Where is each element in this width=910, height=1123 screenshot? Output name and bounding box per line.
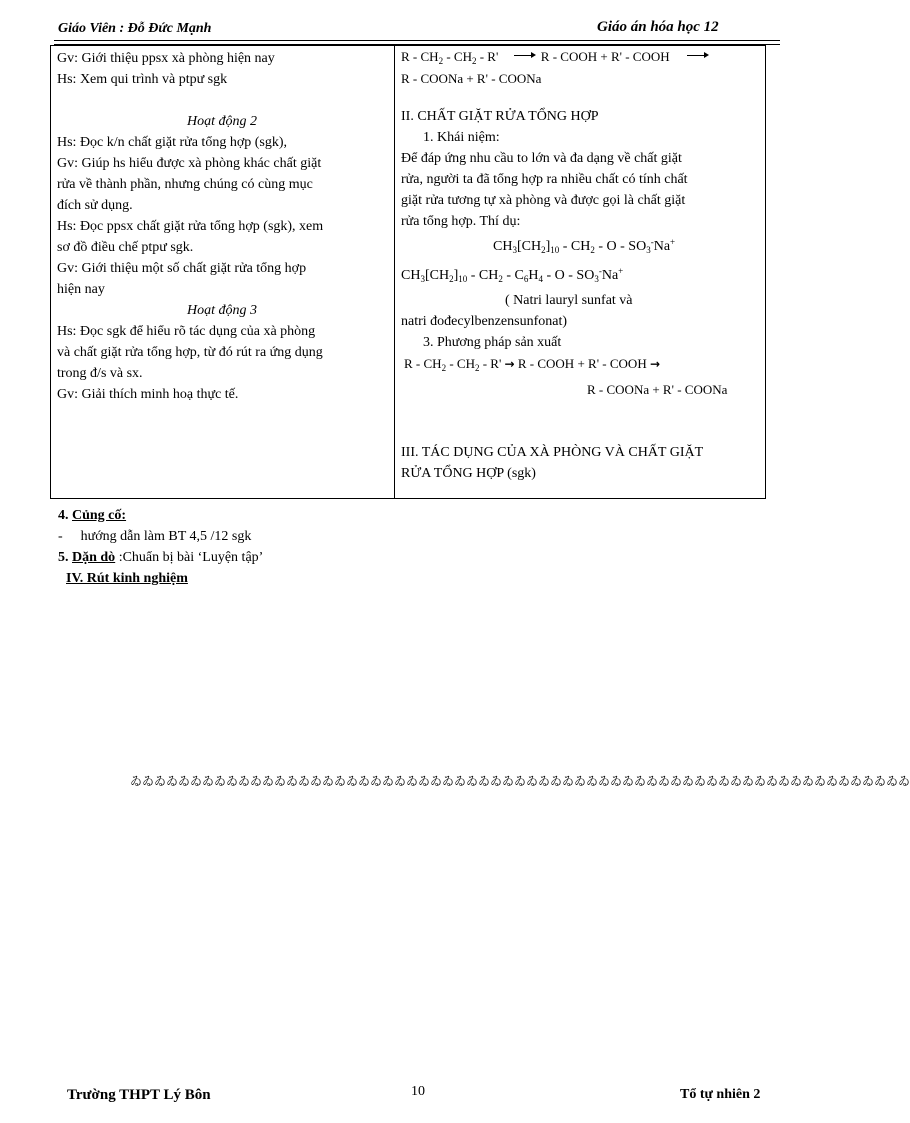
arrow-icon — [687, 55, 707, 56]
paragraph-line: rửa tổng hợp. Thí dụ: — [401, 214, 521, 229]
footer-school: Trường THPT Lý Bôn — [67, 1087, 211, 1103]
consolidation-item: - hướng dẫn làm BT 4,5 /12 sgk — [58, 529, 252, 544]
blank-line — [401, 400, 761, 442]
homework-line: 5. Dặn dò :Chuẩn bị bài ‘Luyện tập’ — [58, 550, 264, 565]
arrow-icon: → — [504, 357, 515, 371]
header-rule-top — [54, 40, 780, 41]
left-line: rửa về thành phần, nhưng chúng có cùng mục — [57, 177, 313, 192]
left-line: Hs: Đọc ppsx chất giặt rửa tổng hợp (sgk), xem — [57, 219, 324, 234]
left-line: sơ đồ điều chế ptpư sgk. — [57, 240, 194, 255]
equation-detergent-2: R - COONa + R' - COONa — [587, 382, 728, 397]
section-2-heading: II. CHẤT GIẶT RỬA TỔNG HỢP — [401, 109, 599, 124]
arrow-icon — [514, 55, 534, 56]
paragraph-line: rửa, người ta đã tổng hợp ra nhiều chất có tính chất — [401, 172, 688, 187]
section-3-heading-line: III. TÁC DỤNG CỦA XÀ PHÒNG VÀ CHẤT GIẶT — [401, 445, 704, 460]
footer-page-number: 10 — [411, 1084, 425, 1099]
formula-sodium-lauryl-sulfate: $CH_3[CH_2]_{10} - CH_2$ - O - $SO_3^-Na^+$ — [493, 237, 676, 255]
blank-line — [57, 90, 387, 111]
left-line: Gv: Giới thiệu một số chất giặt rửa tổng hợp — [57, 261, 307, 276]
formula-sodium-dodecylbenzenesulfonate: $CH_3[CH_2]_{10} - CH_2 - C_6H_4$ - O - $SO_3^-Na^+$ — [401, 266, 624, 284]
blank-line — [401, 88, 761, 106]
subsection-concept: 1. Khái niệm: — [423, 130, 500, 145]
left-line: trong đ/s và sx. — [57, 366, 143, 381]
left-line: Gv: Giúp hs hiểu được xà phòng khác chất giặt — [57, 156, 322, 171]
section-3-heading-line: RỬA TỔNG HỢP (sgk) — [401, 466, 536, 481]
lesson-closing — [58, 505, 263, 589]
left-line: Hs: Xem qui trình và ptpư sgk — [57, 72, 228, 87]
ornament-divider: ゐゐゐゐゐゐゐゐゐゐゐゐゐゐゐゐゐゐゐゐゐゐゐゐゐゐゐゐゐゐゐゐゐゐゐゐゐゐゐゐゐゐゐゐゐゐゐゐゐゐゐゐゐゐゐゐゐゐゐゐゐゐゐゐゐ — [130, 774, 910, 788]
left-line: Gv: Giới thiệu ppsx xà phòng hiện nay — [57, 51, 275, 66]
subsection-production: 3. Phương pháp sản xuất — [423, 335, 562, 350]
header-teacher: Giáo Viên : Đỗ Đức Mạnh — [58, 21, 212, 36]
footer-group: Tổ tự nhiên 2 — [680, 1087, 761, 1102]
consolidation-heading: 4. Củng cố: — [58, 508, 127, 523]
equation-detergent-1: $R - CH_2 - CH_2 - R' \to R$ - COOH + R' - COOH → — [404, 356, 661, 373]
teacher-activities-column — [57, 48, 387, 405]
formula-names-line: natri đođecylbenzensunfonat) — [401, 314, 567, 329]
activity-3-heading: Hoạt động 3 — [187, 303, 257, 318]
left-line: và chất giặt rửa tổng hợp, từ đó rút ra ứng dụng — [57, 345, 323, 360]
left-line: đích sử dụng. — [57, 198, 133, 213]
experience-heading: IV. Rút kinh nghiệm — [66, 571, 188, 586]
left-line: Gv: Giải thích minh hoạ thực tế. — [57, 387, 239, 402]
equation-soap-2: R - COONa + R' - COONa — [401, 71, 542, 86]
paragraph-line: Để đáp ứng nhu cầu to lớn và đa dạng về chất giặt — [401, 151, 682, 166]
arrow-icon: → — [649, 357, 661, 371]
left-line: Hs: Đọc sgk để hiểu rõ tác dụng của xà phòng — [57, 324, 316, 339]
equation-soap-1: R - $CH_2 - CH_2$ - R' R - COOH + R' - COOH — [401, 48, 761, 70]
table-column-divider — [394, 45, 395, 499]
paragraph-line: giặt rửa tương tự xà phòng và được gọi là chất giặt — [401, 193, 686, 208]
activity-2-heading: Hoạt động 2 — [187, 114, 257, 129]
left-line: Hs: Đọc k/n chất giặt rửa tổng hợp (sgk), — [57, 135, 288, 150]
header-subject: Giáo án hóa học 12 — [597, 19, 719, 35]
formula-names-line: ( Natri lauryl sunfat và — [505, 293, 633, 308]
left-line: hiện nay — [57, 282, 105, 297]
content-column — [401, 48, 761, 484]
